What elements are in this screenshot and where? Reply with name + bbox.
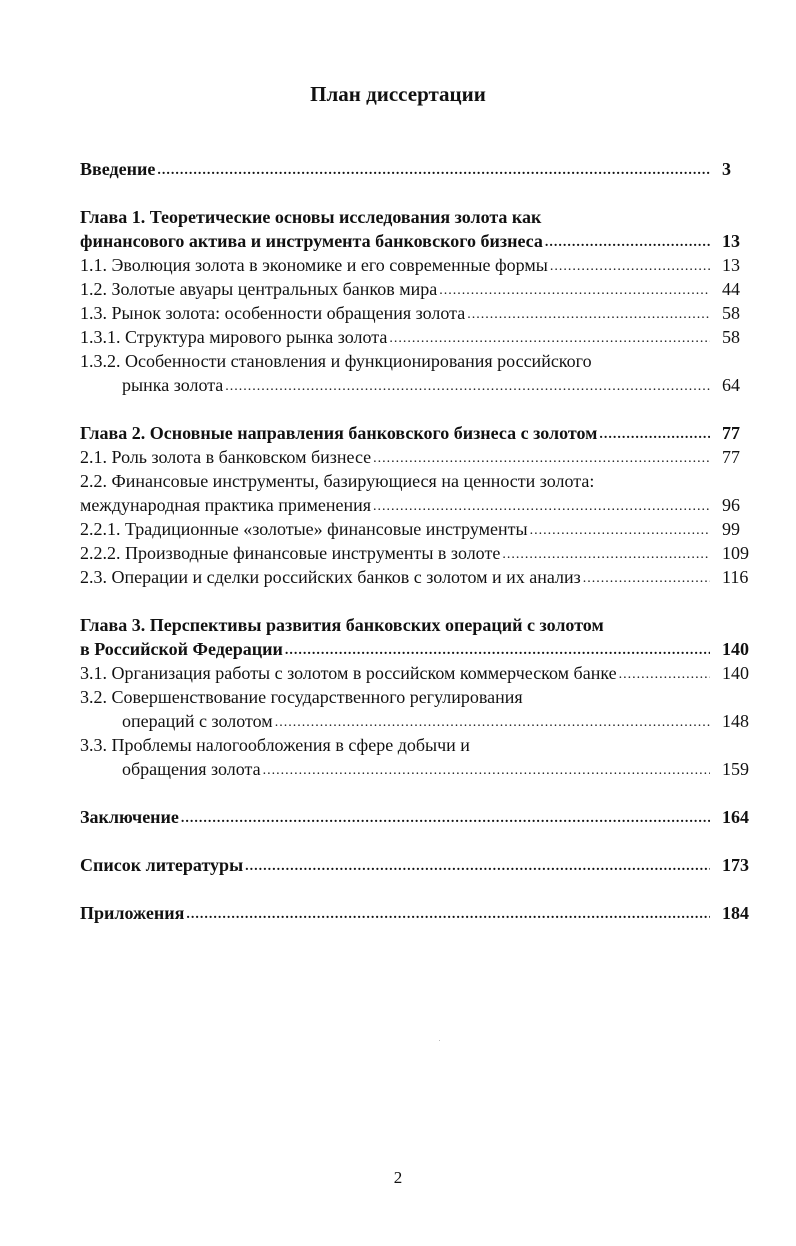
scan-speck xyxy=(439,1040,440,1041)
toc-entry-text: 1.2. Золотые авуары центральных банков мира xyxy=(80,279,438,299)
toc-entry-2-2-1[interactable] xyxy=(80,518,760,540)
toc-entry-2-2-line-1[interactable] xyxy=(80,470,760,492)
toc-entry-page: 159 xyxy=(722,759,749,779)
toc-entry-text: рынка золота xyxy=(122,375,224,395)
toc-entry-3-3-line-2[interactable] xyxy=(80,758,760,780)
toc-entry-1-3-2-line-1[interactable] xyxy=(80,350,760,372)
leader-dots xyxy=(502,546,710,564)
leader-dots xyxy=(545,234,710,252)
toc-entry-text: Заключение xyxy=(80,807,179,827)
toc-entry-page: 109 xyxy=(722,543,749,563)
toc-entry-text: Глава 2. Основные направления банковского бизнеса с золотом xyxy=(80,423,598,443)
toc-entry-text: Введение xyxy=(80,159,156,179)
toc-entry-1-3-1[interactable] xyxy=(80,326,760,348)
leader-dots xyxy=(583,570,710,588)
toc-entry-references[interactable] xyxy=(80,854,760,876)
leader-dots xyxy=(275,714,710,732)
toc-entry-chapter-1-line-1[interactable] xyxy=(80,206,760,228)
leader-dots xyxy=(157,162,710,180)
toc-entry-text: Глава 1. Теоретические основы исследования золота как xyxy=(80,207,542,227)
toc-entry-text: в Российской Федерации xyxy=(80,639,283,659)
toc-entry-page: 148 xyxy=(722,711,749,731)
toc-entry-page: 99 xyxy=(722,519,740,539)
toc-entry-page: 164 xyxy=(722,807,749,827)
page-title: План диссертации xyxy=(310,82,486,106)
toc-entry-page: 184 xyxy=(722,903,749,923)
toc-entry-2-2-2[interactable] xyxy=(80,542,760,564)
toc-entry-page: 77 xyxy=(722,447,740,467)
toc-entry-3-2-line-1[interactable] xyxy=(80,686,760,708)
toc-entry-text: 2.3. Операции и сделки российских банков с золотом и их анализ xyxy=(80,567,581,587)
leader-dots xyxy=(186,906,710,924)
toc-entry-text: 3.3. Проблемы налогообложения в сфере добычи и xyxy=(80,735,470,755)
toc-entry-text: финансового актива и инструмента банковского бизнеса xyxy=(80,231,543,251)
toc-entry-2-2-line-2[interactable] xyxy=(80,494,760,516)
toc-entry-page: 44 xyxy=(722,279,740,299)
toc-entry-1-3[interactable] xyxy=(80,302,760,324)
toc-entry-page: 3 xyxy=(722,159,731,179)
toc-entry-page: 64 xyxy=(722,375,740,395)
toc-entry-page: 116 xyxy=(722,567,749,587)
toc-entry-page: 13 xyxy=(722,231,740,251)
toc-entry-text: международная практика применения xyxy=(80,495,372,515)
toc-entry-2-3[interactable] xyxy=(80,566,760,588)
toc-entry-chapter-3-line-1[interactable] xyxy=(80,614,760,636)
toc-entry-page: 96 xyxy=(722,495,740,515)
toc-entry-text: 2.2.2. Производные финансовые инструменты в золоте xyxy=(80,543,501,563)
toc-entry-2-1[interactable] xyxy=(80,446,760,468)
toc-entry-chapter-3-line-2[interactable] xyxy=(80,638,760,660)
toc-entry-text: Глава 3. Перспективы развития банковских операций с золотом xyxy=(80,615,604,635)
toc-entry-introduction[interactable] xyxy=(80,158,760,180)
page-number: 2 xyxy=(393,1168,403,1187)
toc-entry-text: операций с золотом xyxy=(122,711,273,731)
toc-entry-text: Приложения xyxy=(80,903,185,923)
toc-entry-3-3-line-1[interactable] xyxy=(80,734,760,756)
toc-entry-text: 1.1. Эволюция золота в экономике и его современные формы xyxy=(80,255,548,275)
leader-dots xyxy=(245,858,710,876)
toc-entry-page: 58 xyxy=(722,303,740,323)
toc-entry-1-1[interactable] xyxy=(80,254,760,276)
leader-dots xyxy=(181,810,710,828)
toc-entry-text: 2.2. Финансовые инструменты, базирующиеся на ценности золота: xyxy=(80,471,595,491)
leader-dots xyxy=(550,258,710,276)
leader-dots xyxy=(225,378,710,396)
leader-dots xyxy=(285,642,710,660)
toc-entry-text: обращения золота xyxy=(122,759,261,779)
leader-dots xyxy=(599,426,710,444)
toc-entry-page: 77 xyxy=(722,423,740,443)
toc-entry-text: Список литературы xyxy=(80,855,244,875)
leader-dots xyxy=(530,522,710,540)
toc-entry-page: 58 xyxy=(722,327,740,347)
toc-entry-text: 1.3.2. Особенности становления и функционирования российского xyxy=(80,351,592,371)
toc-entry-page: 173 xyxy=(722,855,749,875)
toc-entry-appendices[interactable] xyxy=(80,902,760,924)
toc-entry-page: 13 xyxy=(722,255,740,275)
toc-entry-page: 140 xyxy=(722,639,749,659)
toc-entry-text: 1.3.1. Структура мирового рынка золота xyxy=(80,327,388,347)
leader-dots xyxy=(439,282,710,300)
toc-entry-text: 3.2. Совершенствование государственного регулирования xyxy=(80,687,523,707)
toc-entry-3-2-line-2[interactable] xyxy=(80,710,760,732)
toc-entry-text: 2.2.1. Традиционные «золотые» финансовые инструменты xyxy=(80,519,528,539)
toc-entry-1-3-2-line-2[interactable] xyxy=(80,374,760,396)
leader-dots xyxy=(263,762,710,780)
toc-entry-text: 1.3. Рынок золота: особенности обращения золота xyxy=(80,303,466,323)
leader-dots xyxy=(389,330,710,348)
toc-entry-conclusion[interactable] xyxy=(80,806,760,828)
toc-entry-text: 3.1. Организация работы с золотом в российском коммерческом банке xyxy=(80,663,617,683)
leader-dots xyxy=(619,666,710,684)
toc-entry-text: 2.1. Роль золота в банковском бизнесе xyxy=(80,447,372,467)
leader-dots xyxy=(467,306,710,324)
toc-entry-page: 140 xyxy=(722,663,749,683)
leader-dots xyxy=(373,450,710,468)
toc-entry-chapter-1-line-2[interactable] xyxy=(80,230,760,252)
leader-dots xyxy=(373,498,710,516)
toc-entry-chapter-2[interactable] xyxy=(80,422,760,444)
toc-entry-1-2[interactable] xyxy=(80,278,760,300)
toc-entry-3-1[interactable] xyxy=(80,662,760,684)
